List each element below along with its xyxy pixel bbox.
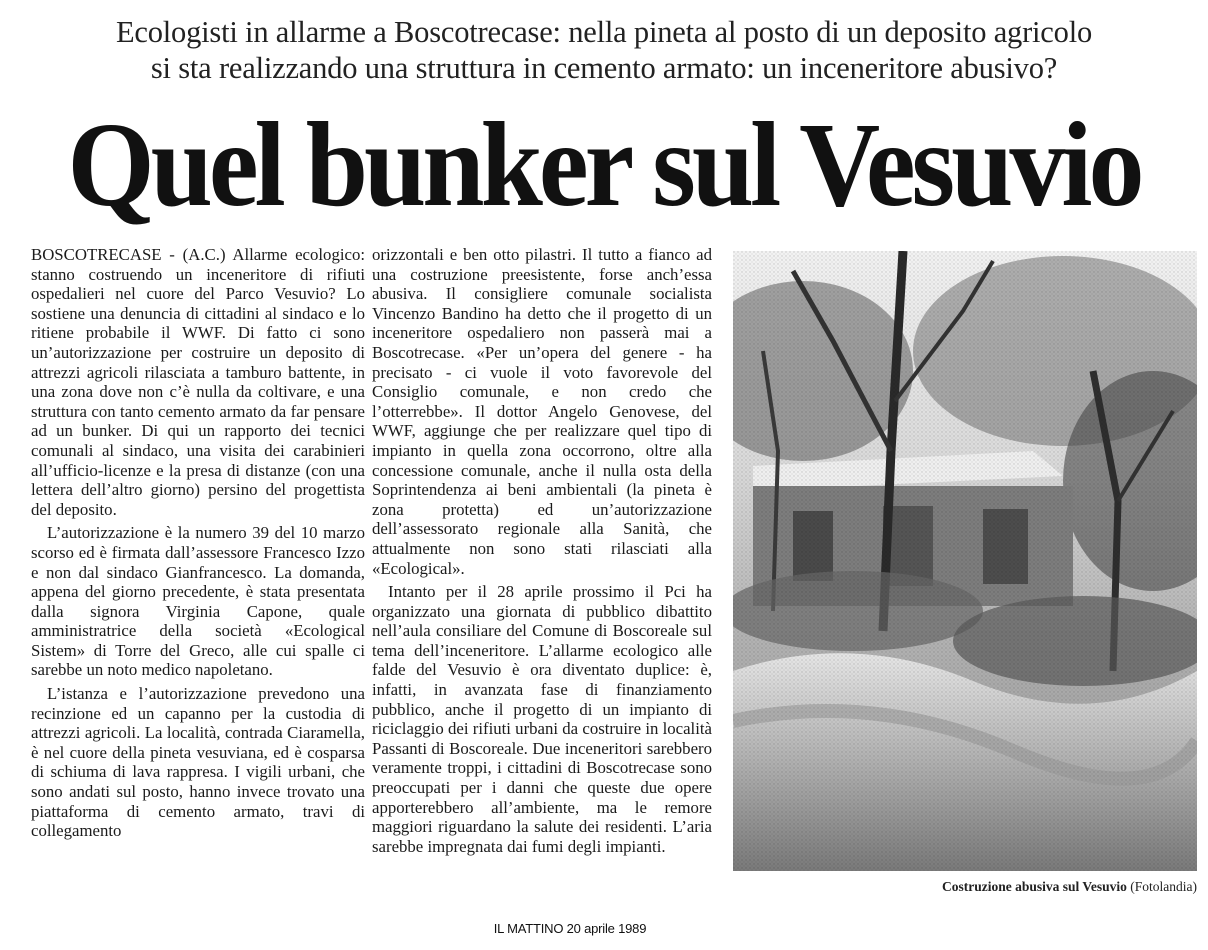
news-photo: [733, 251, 1197, 871]
paragraph: Intanto per il 28 aprile prossimo il Pci ha organizzato una giornata di pubblico dibattito nell’aula consiliare del Comune di Boscoreale sul tema dell’inceneritore. L’allarme ecologico alle falde del Vesuvio è ora diventato duplice: è, infatti, in avanzata fase di finanziamento pubblico, anche il progetto di un impianto di riciclaggio dei rifiuti urbani da costruire in località Passanti di Boscoreale. Due inceneritori sarebbero veramente troppi, i cittadini di Boscotrecase sono preoccupati per i danni che queste due opere apporterebbero all’ambiente, ma le remore maggiori riguardano la salute dei residenti. L’aria sarebbe impregnata dai fumi degli impianti.: [372, 582, 712, 856]
kicker-line-2: si sta realizzando una struttura in cemento armato: un inceneritore abusivo?: [150, 51, 1058, 85]
paragraph: orizzontali e ben otto pilastri. Il tutto a fianco ad una costruzione preesistente, forse anch’essa abusiva. Il consigliere comunale socialista Vincenzo Bandino ha detto che il progetto di un inceneritore ospedaliero non passerà mai a Boscotrecase. «Per un’opera del genere - ha precisato - ci vuole il voto favorevole del Consiglio comunale, e non credo che l’otterrebbe». Il dottor Angelo Genovese, del WWF, aggiunge che per realizzare quel tipo di impianto in quella zona occorrono, oltre alla concessione comunale, anche il nulla osta della Soprintendenza ai beni ambientali (la pineta è zona protetta) ed un’autorizzazione dell’assessorato regionale alla Sanità, che attualmente non sono stati rilasciati alla «Ecological».: [372, 245, 712, 578]
photo-caption-title: Costruzione abusiva sul Vesuvio: [941, 879, 1127, 894]
kicker: [20, 14, 1188, 86]
headline: Quel bunker sul Vesuvio: [67, 98, 1141, 232]
paragraph: L’istanza e l’autorizzazione prevedono una recinzione ed un capanno per la custodia di attrezzi agricoli. La località, contrada Ciaramella, è nel cuore della pineta vesuviana, ed è cosparsa di schiuma di lava rappresa. I vigili urbani, che sono andati sul posto, hanno invece trovato una piattaforma di cemento armato, travi di collegamento: [31, 684, 365, 841]
article-column-1: [31, 245, 365, 841]
photo-caption: [733, 878, 1197, 895]
photo-credit: (Fotolandia): [1130, 879, 1197, 894]
article-column-2: [372, 245, 712, 856]
kicker-line-1: Ecologisti in allarme a Boscotrecase: nella pineta al posto di un deposito agricolo: [115, 15, 1093, 49]
source-footer: IL MATTINO 20 aprile 1989: [493, 921, 647, 936]
photo-illustration: [733, 251, 1197, 871]
paragraph: BOSCOTRECASE - (A.C.) Allarme ecologico: stanno costruendo un inceneritore di rifiuti ospedalieri nel cuore del Parco Vesuvio? Lo sostiene una denuncia di cittadini al sindaco e lo ritiene probabile il WWF. Di fatto ci sono un’autorizzazione per costruire un deposito di attrezzi agricoli rilasciata a tamburo battente, in una zona dove non c’è nulla da coltivare, e una struttura con tanto cemento armato da far pensare ad un bunker. Di qui un rapporto dei tecnici comunali al sindaco, una visita dei carabinieri all’ufficio-licenze e la presa di distanze (con una lettera dell’altro giorno) persino del progettista del deposito.: [31, 245, 365, 519]
paragraph: L’autorizzazione è la numero 39 del 10 marzo scorso ed è firmata dall’assessore Francesco Izzo e non dal sindaco Gianfrancesco. La domanda, appena del giorno precedente, è stata presentata dalla signora Virginia Capone, quale amministratrice della società «Ecological Sistem» di Torre del Greco, alle cui spalle ci sarebbe un noto medico napoletano.: [31, 523, 365, 680]
